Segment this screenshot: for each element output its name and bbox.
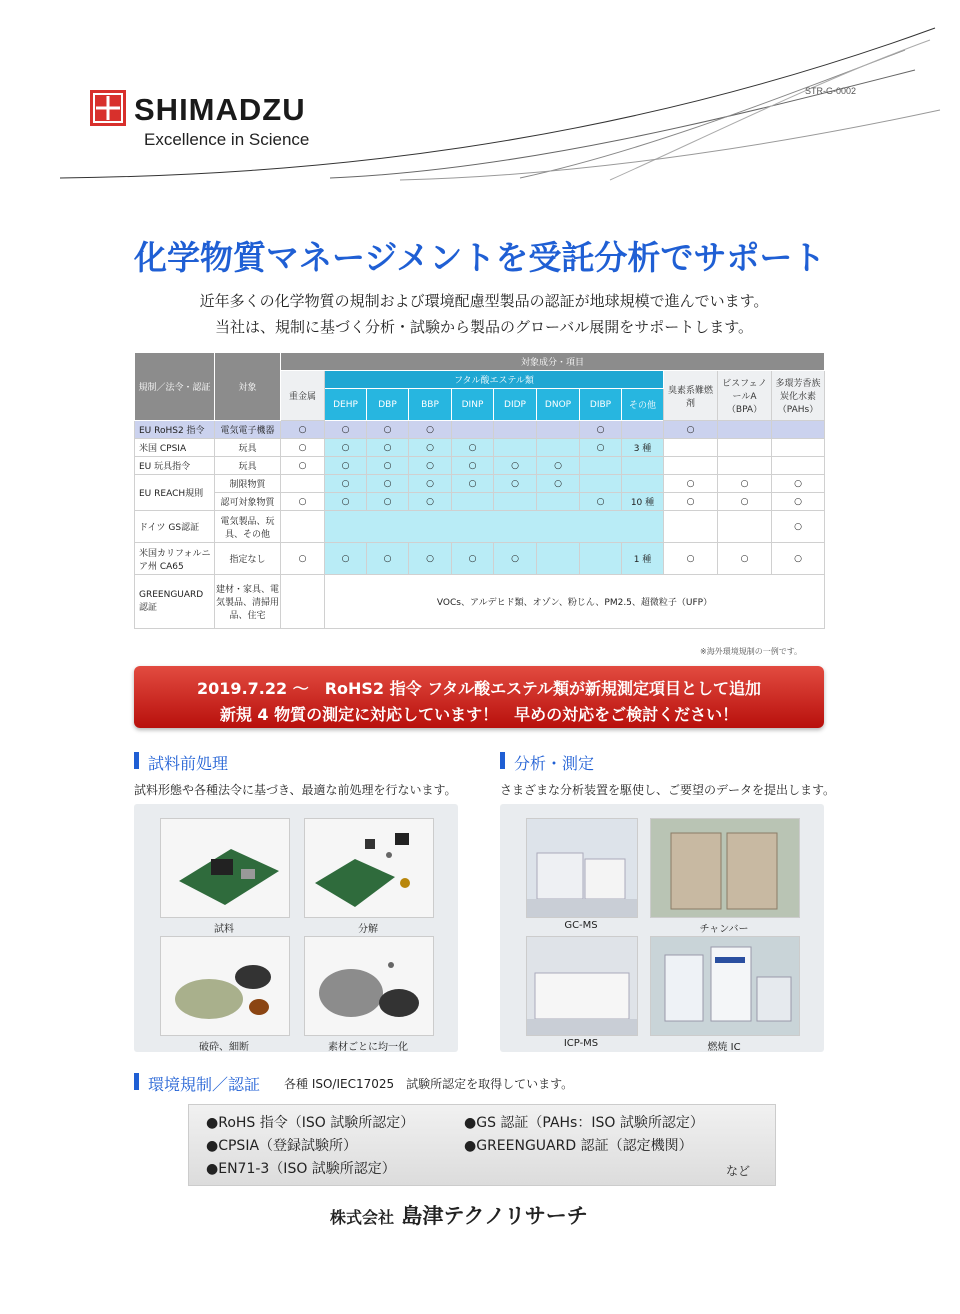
cert-item-cpsia: ●CPSIA（登録試験所）: [206, 1138, 358, 1154]
caption: 素材ごとに均一化: [328, 1042, 408, 1053]
caption: 破砕、細断: [199, 1042, 249, 1053]
page-title: 化学物質マネージメントを受託分析でサポート: [134, 238, 826, 277]
caption: 燃焼 IC: [707, 1042, 741, 1053]
chamber-photo: [650, 818, 800, 918]
intro-line-1: 近年多くの化学物質の規制および環境配慮型製品の認証が地球規模で進んでいます。: [199, 292, 769, 310]
col-target: 対象: [215, 353, 281, 421]
col-heavy-metal: 重金属: [281, 371, 325, 421]
col-regulation: 規制／法令・認証: [135, 353, 215, 421]
section-marker-icon: [134, 1073, 139, 1090]
caption: 分解: [358, 924, 378, 935]
table-row: ドイツ GS認証 電気製品、玩具、その他 ○: [135, 511, 825, 543]
col-dbp: DBP: [367, 389, 409, 421]
cert-item-rohs: ●RoHS 指令（ISO 試験所認定）: [206, 1115, 415, 1131]
caption: ICP-MS: [563, 1038, 599, 1049]
analysis-desc: さまざまな分析装置を駆使し、ご要望のデータを提出します。: [500, 783, 836, 797]
table-row: 米国カリフォルニア州 CA65 指定なし ○ ○ ○ ○ ○ ○ 1 種 ○ ○ ○: [135, 543, 825, 575]
certification-title: 環境規制／認証: [148, 1075, 261, 1094]
sample-photo: [160, 818, 290, 918]
table-row: EU RoHS2 指令 電気電子機器 ○ ○ ○ ○ ○ ○: [135, 421, 825, 439]
cert-item-greenguard: ●GREENGUARD 認証（認定機関）: [464, 1138, 693, 1154]
banner-line-1: 2019.7.22 ～ RoHS2 指令 フタル酸エステル類が新規測定項目として追加: [197, 679, 761, 698]
col-didp: DIDP: [494, 389, 537, 421]
col-dibp: DIBP: [580, 389, 622, 421]
combustion-ic-photo: [650, 936, 800, 1036]
table-row: 米国 CPSIA 玩具 ○ ○ ○ ○ ○ ○ 3 種: [135, 439, 825, 457]
section-marker-icon: [134, 752, 139, 769]
table-row: GREENGUARD 認証 建材・家具、電気製品、清掃用品、住宅 VOCs、アルデヒド類、オゾン、粉じん、PM2.5、超微粒子（UFP）: [135, 575, 825, 629]
decomposition-photo: [304, 818, 434, 918]
pretreatment-title: 試料前処理: [148, 754, 229, 773]
col-group-all: 対象成分・項目: [281, 353, 825, 371]
pretreatment-desc: 試料形態や各種法令に基づき、最適な前処理を行ないます。: [134, 783, 457, 797]
logo-tagline: Excellence in Science: [144, 130, 310, 149]
regulation-table: [134, 352, 825, 629]
caption: GC-MS: [564, 920, 598, 931]
certification-desc: 各種 ISO/IEC17025 試験所認定を取得しています。: [284, 1077, 574, 1091]
section-marker-icon: [500, 752, 505, 769]
homogenize-photo: [304, 936, 434, 1036]
cert-etc: など: [726, 1164, 751, 1178]
shimadzu-logo-icon: [90, 90, 126, 126]
col-brominated: 臭素系難燃剤: [664, 371, 718, 421]
caption: 試料: [214, 924, 234, 935]
table-row: EU 玩具指令 玩具 ○ ○ ○ ○ ○ ○ ○: [135, 457, 825, 475]
document-id: STR-G-0002: [805, 86, 857, 96]
col-dehp: DEHP: [325, 389, 367, 421]
col-pah: 多環芳香族炭化水素（PAHs）: [772, 371, 825, 421]
table-note: ※海外環境規制の一例です。: [700, 647, 803, 656]
table-row: EU REACH規則 制限物質 ○ ○ ○ ○ ○ ○ ○ ○ ○: [135, 475, 825, 493]
company-name: 株式会社 島津テクノリサーチ: [330, 1204, 588, 1228]
cert-item-en71: ●EN71-3（ISO 試験所認定）: [206, 1161, 396, 1177]
icp-ms-photo: [526, 936, 638, 1036]
caption: チャンバー: [699, 924, 749, 935]
gc-ms-photo: [526, 818, 638, 918]
intro-line-2: 当社は、規制に基づく分析・試験から製品のグローバル展開をサポートします。: [214, 318, 754, 336]
cert-item-gs: ●GS 認証（PAHs：ISO 試験所認定）: [464, 1115, 704, 1131]
col-dinp: DINP: [452, 389, 494, 421]
col-bbp: BBP: [409, 389, 452, 421]
crushing-photo: [160, 936, 290, 1036]
analysis-title: 分析・測定: [514, 754, 595, 773]
col-group-phthalate: フタル酸エステル類: [325, 371, 664, 389]
logo-text: SHIMADZU: [134, 92, 306, 127]
col-dnop: DNOP: [537, 389, 580, 421]
banner-line-2: 新規 4 物質の測定に対応しています！ 早めの対応をご検討ください！: [219, 705, 739, 724]
col-other: その他: [622, 389, 664, 421]
table-row: 認可対象物質 ○ ○ ○ ○ ○ 10 種 ○ ○ ○: [135, 493, 825, 511]
col-bpa: ビスフェノールA（BPA）: [718, 371, 772, 421]
